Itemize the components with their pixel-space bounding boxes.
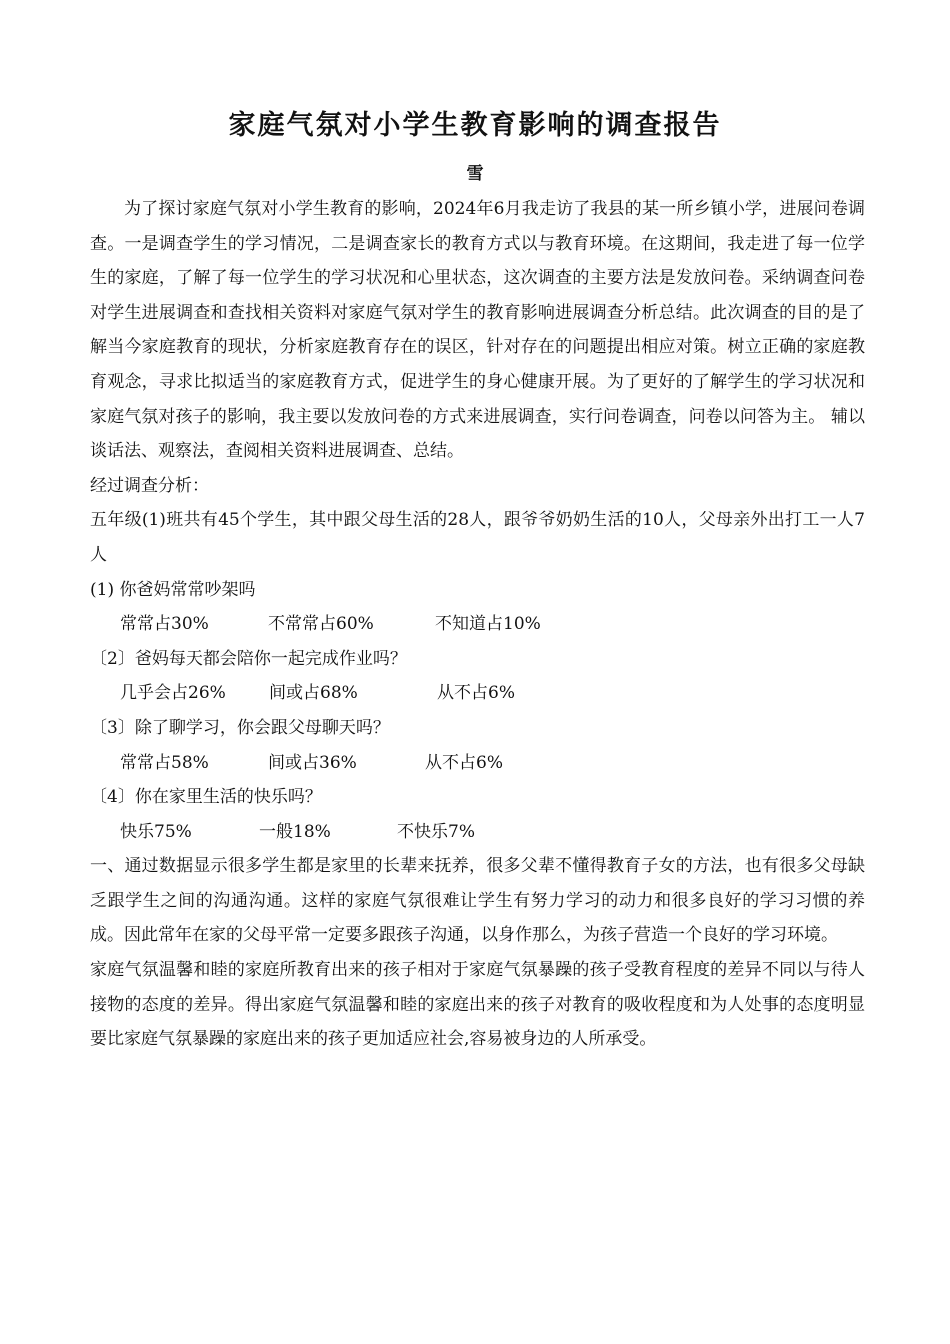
intro-paragraph: 为了探讨家庭气氛对小学生教育的影响，2024年6月我走访了我县的某一所乡镇小学，进展问卷调查。一是调查学生的学习情况，二是调查家长的教育方式以与教育环境。在这期间，我走进了每一位学生的家庭，了解了每一位学生的学习状况和心里状态，这次调查的主要方法是发放问卷。采纳调查问卷对学生进展调查和查找相关资料对家庭气氛对学生的教育影响进展调查分析总结。此次调查的目的是了解当今家庭教育的现状，分析家庭教育存在的误区，针对存在的问题提出相应对策。树立正确的家庭教育观念，寻求比拟适当的家庭教育方式，促进学生的身心健康开展。为了更好的了解学生的学习状况和家庭气氛对孩子的影响，我主要以发放问卷的方式来进展调查，实行问卷调查，问卷以问答为主。 辅以谈话法、观察法，查阅相关资料进展调查、总结。 [90,199,865,462]
document-body [90,192,865,1057]
survey-answer: 不知道占10% [435,614,541,635]
conclusion-paragraph-1: 一、通过数据显示很多学生都是家里的长辈来抚养，很多父辈不懂得教育子女的方法，也有很多父母缺乏跟学生之间的沟通沟通。这样的家庭气氛很难让学生有努力学习的动力和很多良好的学习习惯的养成。因此常年在家的父母平常一定要多跟孩子沟通，以身作那么，为孩子营造一个良好的学习环境。 [90,856,865,946]
conclusion-paragraph-2: 家庭气氛温馨和睦的家庭所教育出来的孩子相对于家庭气氛暴躁的孩子受教育程度的差异不同以与待人接物的态度的差异。得出家庭气氛温馨和睦的家庭出来的孩子对教育的吸收程度和为人处事的态度明显要比家庭气氛暴躁的家庭出来的孩子更加适应社会,容易被身边的人所承受。 [90,960,865,1050]
survey-answer: 从不占6% [425,752,503,773]
survey-answer: 常常占58% [120,752,209,773]
survey-answer: 不快乐7% [397,821,475,842]
survey-answers-3 [90,746,865,781]
survey-question-1: (1) 你爸妈常常吵架吗 [90,579,256,600]
survey-question-4: 〔4〕你在家里生活的快乐吗？ [90,787,322,808]
survey-question-2: 〔2〕爸妈每天都会陪你一起完成作业吗？ [90,648,407,669]
document-author: 雪 [466,164,484,184]
survey-answers-4 [90,815,865,850]
survey-answer: 不常常占60% [268,614,374,635]
survey-answer: 间或占68% [269,683,358,704]
survey-answer: 几乎会占26% [120,683,226,704]
survey-answers-1 [90,607,865,642]
survey-answer: 快乐75% [120,821,192,842]
survey-answers-2 [90,676,865,711]
document-title: 家庭气氛对小学生教育影响的调查报告 [228,110,722,141]
survey-question-3: 〔3〕除了聊学习，你会跟父母聊天吗？ [90,717,390,738]
survey-answer: 一般18% [259,821,331,842]
analysis-heading: 经过调查分析： [90,475,209,496]
class-summary-paragraph: 五年级(1)班共有45个学生，其中跟父母生活的28人，跟爷爷奶奶生活的10人，父母亲外出打工一人7人 [90,510,865,565]
survey-answer: 从不占6% [437,683,515,704]
survey-answer: 间或占36% [268,752,357,773]
survey-answer: 常常占30% [120,614,209,635]
